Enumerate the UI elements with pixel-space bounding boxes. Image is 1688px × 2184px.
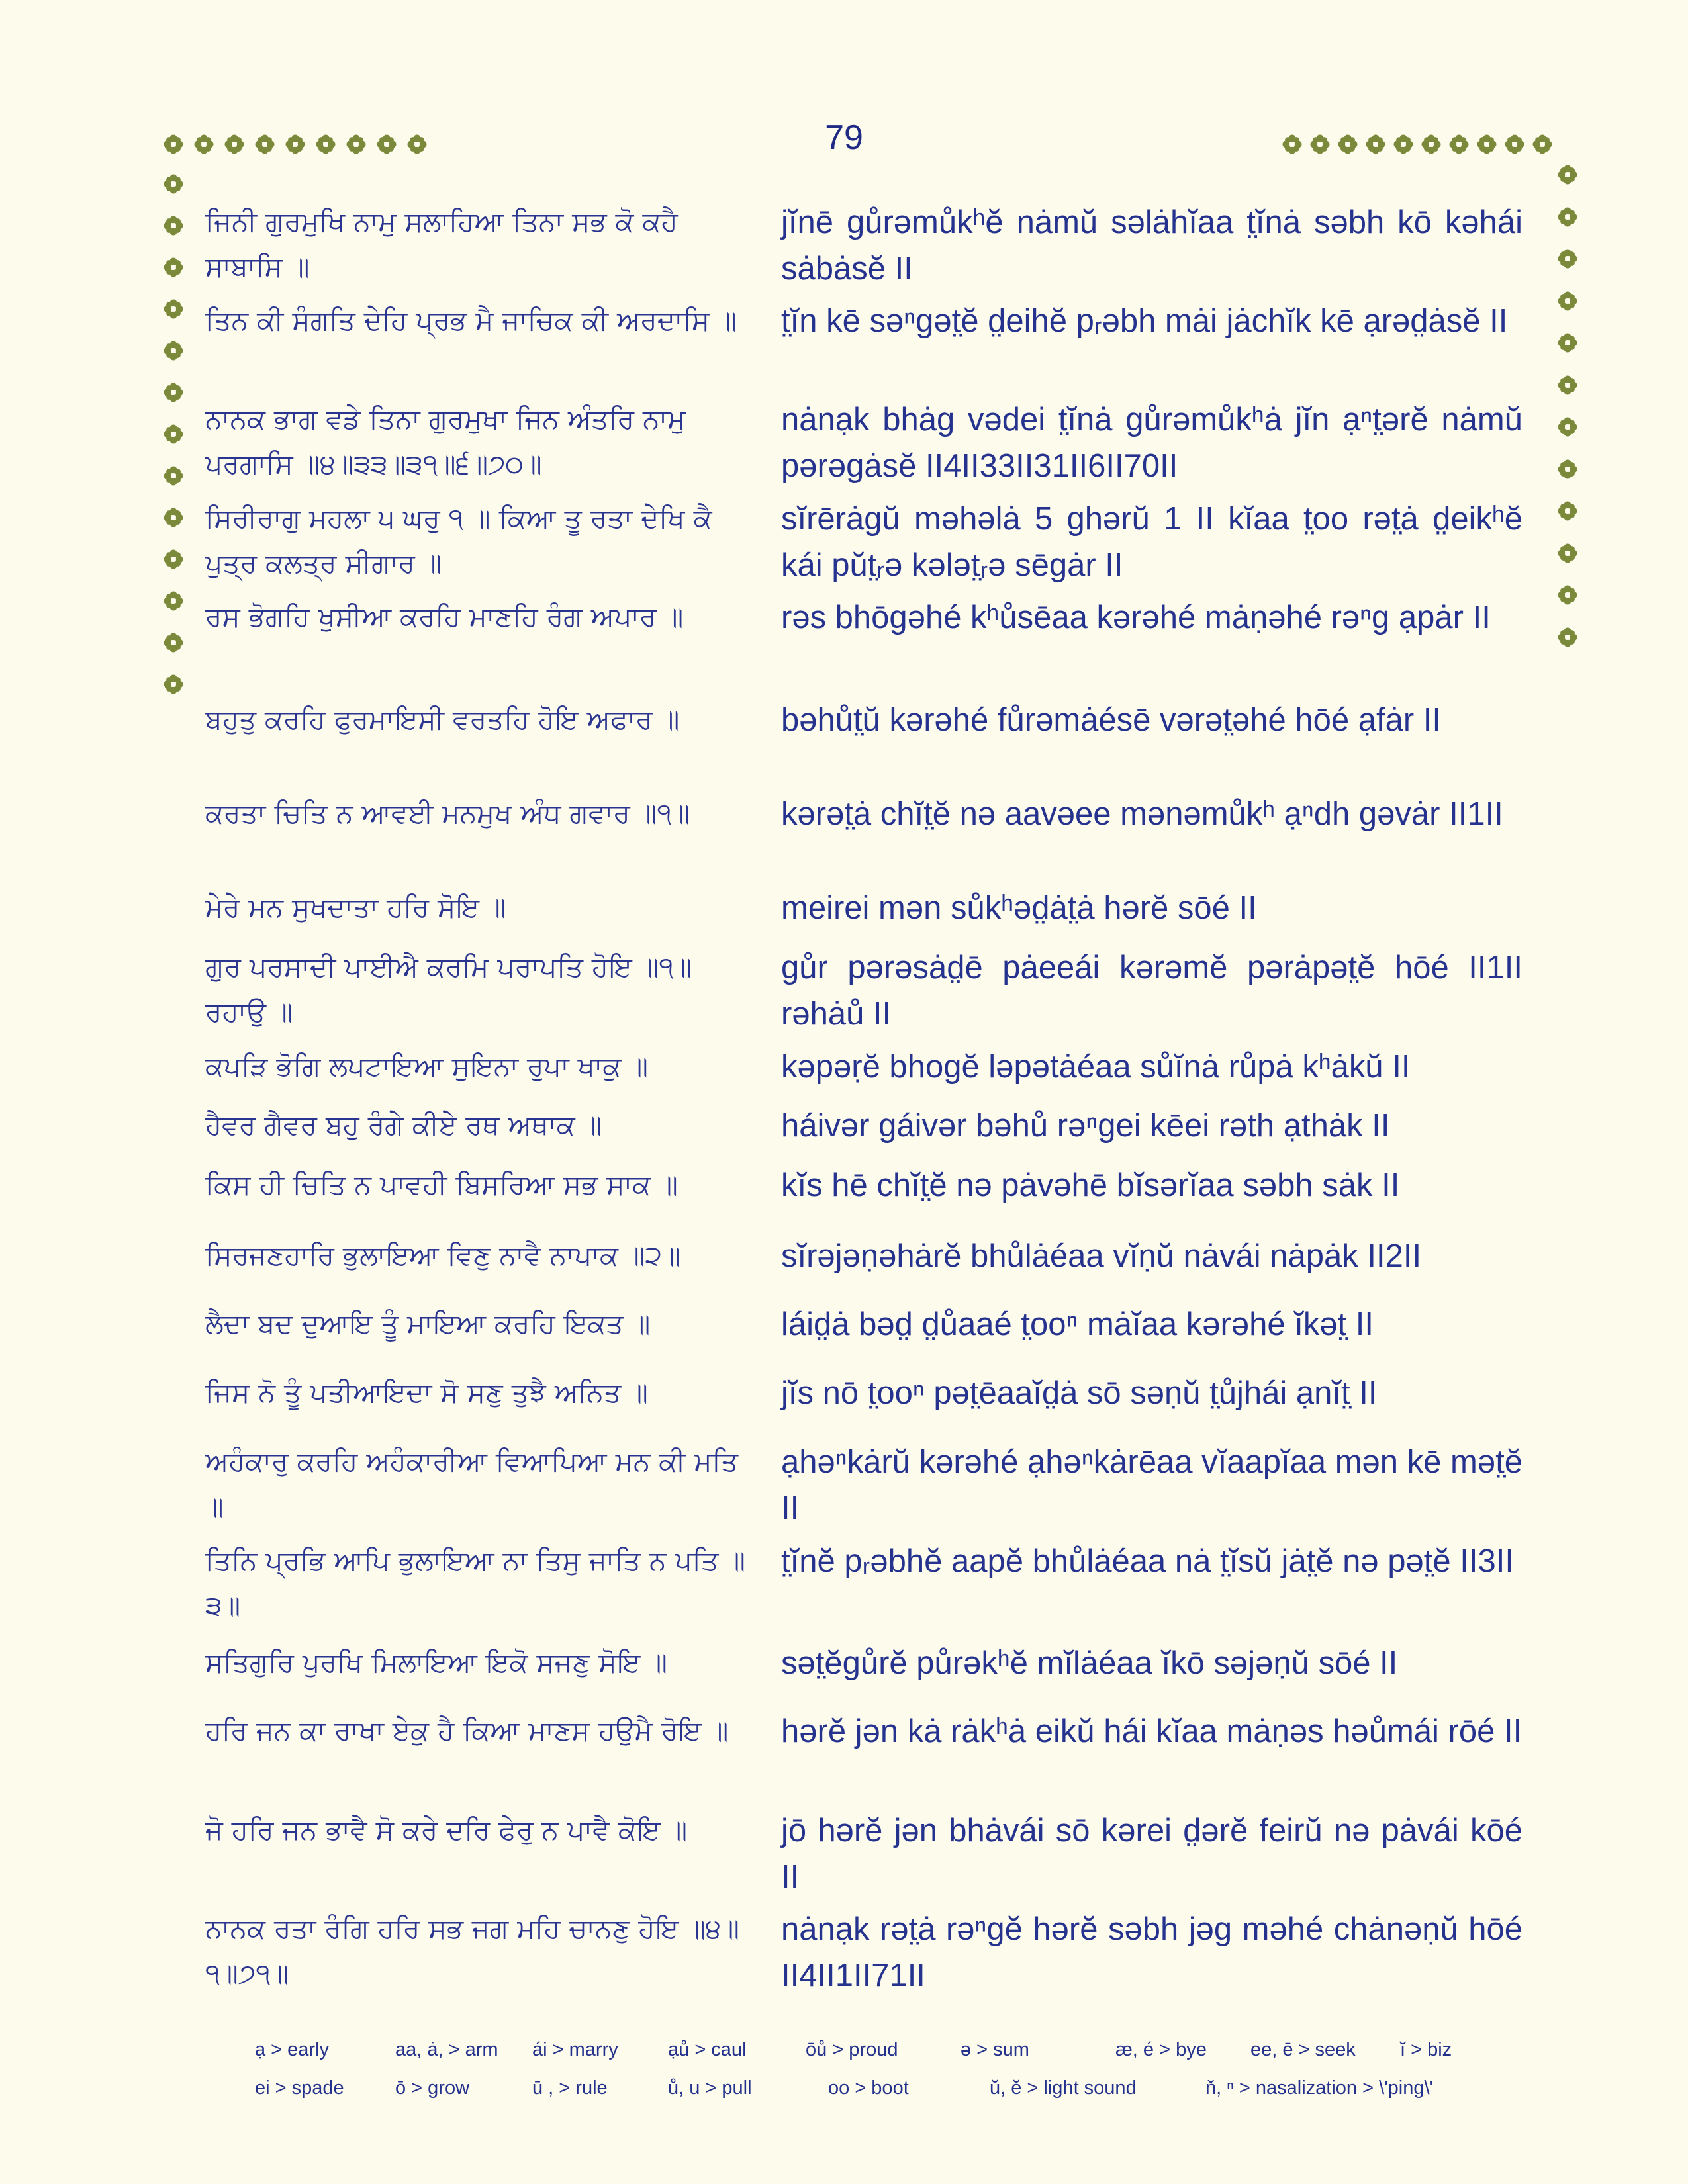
flower-ornament-icon: [1558, 417, 1577, 437]
transliteration-line: ạhəⁿkȧrŭ kərəhé ạhəⁿkȧrēaa vĭaapĭaa mən kē mət̤ĕ II: [781, 1444, 1523, 1526]
flower-ornament-icon: [1558, 501, 1577, 521]
flower-ornament-icon: [1558, 249, 1577, 269]
gurmukhi-line: ਕਿਸ ਹੀ ਚਿਤਿ ਨ ਪਾਵਹੀ ਬਿਸਰਿਆ ਸਭ ਸਾਕ ॥: [205, 1169, 678, 1201]
flower-ornament-icon: [1558, 543, 1577, 563]
flower-ornament-icon: [1558, 585, 1577, 605]
transliteration-line: bəhůt̤ŭ kərəhé fůrəmȧésē vərət̤əhé hōé ạfȧr II: [781, 702, 1441, 738]
legend-item: ei > spade: [255, 2077, 344, 2099]
flower-ornament-icon: [1558, 459, 1577, 479]
legend-item: ū , > rule: [532, 2077, 608, 2099]
flower-ornament-icon: [164, 257, 183, 277]
transliteration-line: sĭrəjəṇəhȧrĕ bhůlȧéaa vĭṇŭ nȧvái nȧpȧk II2II: [781, 1238, 1422, 1274]
gurmukhi-line: ਕਰਤਾ ਚਿਤਿ ਨ ਆਵਈ ਮਨਮੁਖ ਅੰਧ ਗਵਾਰ ॥੧॥: [205, 797, 690, 829]
legend-item: ĭ > biz: [1400, 2038, 1452, 2060]
flower-ornament-icon: [1310, 134, 1330, 154]
flower-ornament-icon: [164, 174, 183, 194]
transliteration-line: láid̤ȧ bəd̤ d̤ůaaé t̤ooⁿ mȧĭaa kərəhé ĭkət̤ II: [781, 1306, 1374, 1342]
flower-ornament-icon: [164, 633, 183, 653]
transliteration-line: nȧnạk rət̤ȧ rəⁿgĕ hərĕ səbh jəg məhé chȧnəṇŭ hōé II4II1II71II: [781, 1911, 1523, 1993]
gurmukhi-line: ਹੈਵਰ ਗੈਵਰ ਬਹੁ ਰੰਗੇ ਕੀਏ ਰਥ ਅਥਾਕ ॥: [205, 1109, 602, 1141]
gurmukhi-line: ਹਰਿ ਜਨ ਕਾ ਰਾਖਾ ਏਕੁ ਹੈ ਕਿਆ ਮਾਣਸ ਹਉਮੈ ਰੋਇ ॥: [205, 1715, 729, 1747]
flower-ornament-icon: [1421, 134, 1441, 154]
legend-row: [255, 2069, 1486, 2107]
transliteration-line: gůr pərəsȧd̤ē pȧeeái kərəmĕ pərȧpət̤ĕ hōé II1II rəhȧů II: [781, 950, 1523, 1032]
transliteration-line: kərət̤ȧ chĭt̤ĕ nə aavəee mənəmůkʰ ạⁿdh gəvȧr II1II: [781, 796, 1503, 832]
flower-ornament-icon: [164, 591, 183, 611]
flower-ornament-icon: [164, 508, 183, 527]
gurmukhi-line: ਨਾਨਕ ਰਤਾ ਰੰਗਿ ਹਰਿ ਸਭ ਜਗ ਮਹਿ ਚਾਨਣੁ ਹੋਇ ॥੪॥੧॥੭੧॥: [205, 1913, 740, 1989]
transliteration-line: jō hərĕ jən bhȧvái sō kərei d̤ərĕ feirŭ nə pȧvái kōé II: [781, 1813, 1523, 1895]
legend-item: ů, u > pull: [668, 2077, 752, 2099]
legend-item: ō > grow: [395, 2077, 470, 2099]
legend-row: [255, 2030, 1486, 2069]
flower-ornament-icon: [1338, 134, 1358, 154]
page-number: 79: [825, 118, 863, 157]
transliteration-line: hərĕ jən kȧ rȧkʰȧ eikŭ hái kĭaa mȧṇəs həůmái rōé II: [781, 1713, 1523, 1749]
flower-ornament-icon: [1532, 134, 1552, 154]
flower-ornament-icon: [285, 134, 305, 154]
gurmukhi-line: ਜਿਨੀ ਗੁਰਮੁਖਿ ਨਾਮੁ ਸਲਾਹਿਆ ਤਿਨਾ ਸਭ ਕੋ ਕਹੈ ਸਾਬਾਸਿ ॥: [205, 206, 678, 283]
legend-item: æ, é > bye: [1115, 2038, 1207, 2060]
legend-item: ōů > proud: [806, 2038, 898, 2060]
transliteration-line: meirei mən sůkʰəd̤ȧt̤ȧ hərĕ sōé II: [781, 890, 1257, 926]
flower-ornament-icon: [1558, 333, 1577, 353]
legend-item: ạů > caul: [668, 2038, 747, 2060]
legend-item: ái > marry: [532, 2038, 618, 2060]
gurmukhi-line: ਰਸ ਭੋਗਹਿ ਖੁਸੀਆ ਕਰਹਿ ਮਾਣਹਿ ਰੰਗ ਅਪਾਰ ॥: [205, 601, 684, 633]
gurmukhi-line: ਗੁਰ ਪਰਸਾਦੀ ਪਾਈਐ ਕਰਮਿ ਪਰਾਪਤਿ ਹੋਇ ॥੧॥ ਰਹਾਉ ॥: [205, 951, 692, 1028]
gurmukhi-line: ਸਿਰਜਣਹਾਰਿ ਭੁਲਾਇਆ ਵਿਣੁ ਨਾਵੈ ਨਾਪਾਕ ॥੨॥: [205, 1240, 680, 1271]
gurmukhi-line: ਸਤਿਗੁਰਿ ਪੁਰਖਿ ਮਿਲਾਇਆ ਇਕੋ ਸਜਣੁ ਸੋਇ ॥: [205, 1647, 667, 1678]
flower-ornament-icon: [1477, 134, 1497, 154]
legend-item: ə > sum: [961, 2038, 1029, 2060]
gurmukhi-line: ਨਾਨਕ ਭਾਗ ਵਡੇ ਤਿਨਾ ਗੁਰਮੁਖਾ ਜਿਨ ਅੰਤਰਿ ਨਾਮੁ ਪਰਗਾਸਿ ॥੪॥੩੩॥੩੧॥੬॥੭੦॥: [205, 403, 686, 480]
legend-item: oo > boot: [828, 2077, 909, 2099]
legend-item: ň, ⁿ > nasalization > \'ping\': [1205, 2077, 1434, 2099]
flower-ornament-icon: [316, 134, 336, 154]
gurmukhi-line: ਅਹੰਕਾਰੁ ਕਰਹਿ ਅਹੰਕਾਰੀਆ ਵਿਆਪਿਆ ਮਨ ਕੀ ਮਤਿ ॥: [205, 1445, 739, 1522]
flower-ornament-icon: [1558, 165, 1577, 185]
transliteration-line: rəs bhōgəhé kʰůsēaa kərəhé mȧṇəhé rəⁿg ạpȧr II: [781, 600, 1491, 635]
flower-ornament-icon: [1558, 375, 1577, 395]
flower-ornament-icon: [1558, 627, 1577, 647]
gurmukhi-line: ਮੇਰੇ ਮਨ ਸੁਖਦਾਤਾ ਹਰਿ ਸੋਇ ॥: [205, 891, 506, 923]
flower-ornament-icon: [164, 299, 183, 319]
transliteration-line: nȧnạk bhȧg vədei t̤ĭnȧ gůrəmůkʰȧ jĭn ạⁿt̤ərĕ nȧmŭ pərəgȧsĕ II4II33II31II6II70II: [781, 402, 1523, 484]
transliteration-line: jĭnē gůrəmůkʰĕ nȧmŭ səlȧhĭaa t̤ĭnȧ səbh kō kəhái sȧbȧsĕ II: [781, 205, 1523, 287]
legend-item: ŭ, ĕ > light sound: [990, 2077, 1137, 2099]
flower-ornament-icon: [1558, 207, 1577, 227]
flower-ornament-icon: [164, 216, 183, 236]
transliteration-line: sət̤ĕgůrĕ půrəkʰĕ mĭlȧéaa ĭkō səjəṇŭ sōé II: [781, 1645, 1398, 1681]
flower-ornament-icon: [1366, 134, 1385, 154]
transliteration-line: jĭs nō t̤ooⁿ pət̤ēaaĭd̤ȧ sō səṇŭ t̤ůjhái ạnĭt̤ II: [781, 1375, 1378, 1411]
flower-ornament-icon: [164, 466, 183, 486]
legend-item: aa, ȧ, > arm: [395, 2038, 498, 2060]
pronunciation-legend: [255, 2030, 1486, 2107]
transliteration-line: háivər gáivər bəhů rəⁿgei kēei rəth ạthȧk II: [781, 1108, 1390, 1144]
flower-ornament-icon: [1558, 291, 1577, 311]
transliteration-line: kəpəṛĕ bhogĕ ləpətȧéaa sůĭnȧ růpȧ kʰȧkŭ II: [781, 1049, 1411, 1085]
flower-ornament-icon: [377, 134, 397, 154]
gurmukhi-line: ਜੋ ਹਰਿ ਜਨ ਭਾਵੈ ਸੋ ਕਰੇ ਦਰਿ ਫੇਰੁ ਨ ਪਾਵੈ ਕੋਇ ॥: [205, 1814, 688, 1846]
legend-item: ạ > early: [255, 2038, 330, 2060]
gurmukhi-line: ਸਿਰੀਰਾਗੁ ਮਹਲਾ ੫ ਘਰੁ ੧ ॥ ਕਿਆ ਤੂ ਰਤਾ ਦੇਖਿ ਕੈ ਪੁਤ੍ਰ ਕਲਤ੍ਰ ਸੀਗਾਰ ॥: [205, 502, 712, 579]
transliteration-line: t̤ĭn kē səⁿgət̤ĕ d̤eihĕ pᵣəbh mȧi jȧchĭk kē ạrəd̤ȧsĕ II: [781, 303, 1508, 339]
flower-ornament-icon: [194, 134, 214, 154]
transliteration-line: kĭs hē chĭt̤ĕ nə pȧvəhē bĭsərĭaa səbh sȧk II: [781, 1167, 1400, 1203]
flower-ornament-icon: [164, 549, 183, 569]
flower-ornament-icon: [1393, 134, 1413, 154]
transliteration-line: sĭrērȧgŭ məhəlȧ 5 ghərŭ 1 II kĭaa t̤oo rət̤ȧ d̤eikʰĕ kái pŭt̤ᵣə kələt̤ᵣə sēgȧr II: [781, 501, 1523, 583]
gurmukhi-line: ਬਹੁਤੁ ਕਰਹਿ ਫੁਰਮਾਇਸੀ ਵਰਤਹਿ ਹੋਇ ਅਫਾਰ ॥: [205, 704, 680, 735]
gurmukhi-line: ਤਿਨਿ ਪ੍ਰਭਿ ਆਪਿ ਭੁਲਾਇਆ ਨਾ ਤਿਸੁ ਜਾਤਿ ਨ ਪਤਿ ॥੩॥: [205, 1545, 746, 1621]
gurmukhi-line: ਤਿਨ ਕੀ ਸੰਗਤਿ ਦੇਹਿ ਪ੍ਰਭ ਮੈ ਜਾਚਿਕ ਕੀ ਅਰਦਾਸਿ ॥: [205, 304, 737, 336]
gurmukhi-line: ਜਿਸ ਨੋ ਤੂੰ ਪਤੀਆਇਦਾ ਸੋ ਸਣੁ ਤੁਝੈ ਅਨਿਤ ॥: [205, 1377, 648, 1408]
flower-ornament-icon: [164, 424, 183, 444]
flower-ornament-icon: [346, 134, 366, 154]
flower-ornament-icon: [407, 134, 427, 154]
flower-ornament-icon: [255, 134, 275, 154]
gurmukhi-line: ਲੈਦਾ ਬਦ ਦੁਆਇ ਤੂੰ ਮਾਇਆ ਕਰਹਿ ਇਕਤ ॥: [205, 1308, 651, 1340]
legend-item: ee, ē > seek: [1250, 2038, 1356, 2060]
transliteration-line: t̤ĭnĕ pᵣəbhĕ aapĕ bhůlȧéaa nȧ t̤ĭsŭ jȧt̤ĕ nə pət̤ĕ II3II: [781, 1543, 1514, 1579]
gurmukhi-line: ਕਪੜਿ ਭੋਗਿ ਲਪਟਾਇਆ ਸੁਇਨਾ ਰੁਪਾ ਖਾਕੁ ॥: [205, 1050, 649, 1082]
flower-ornament-icon: [164, 341, 183, 361]
flower-ornament-icon: [164, 383, 183, 402]
flower-ornament-icon: [1449, 134, 1469, 154]
flower-ornament-icon: [164, 134, 183, 154]
flower-ornament-icon: [1505, 134, 1524, 154]
flower-ornament-icon: [164, 674, 183, 694]
flower-ornament-icon: [1282, 134, 1302, 154]
flower-ornament-icon: [224, 134, 244, 154]
